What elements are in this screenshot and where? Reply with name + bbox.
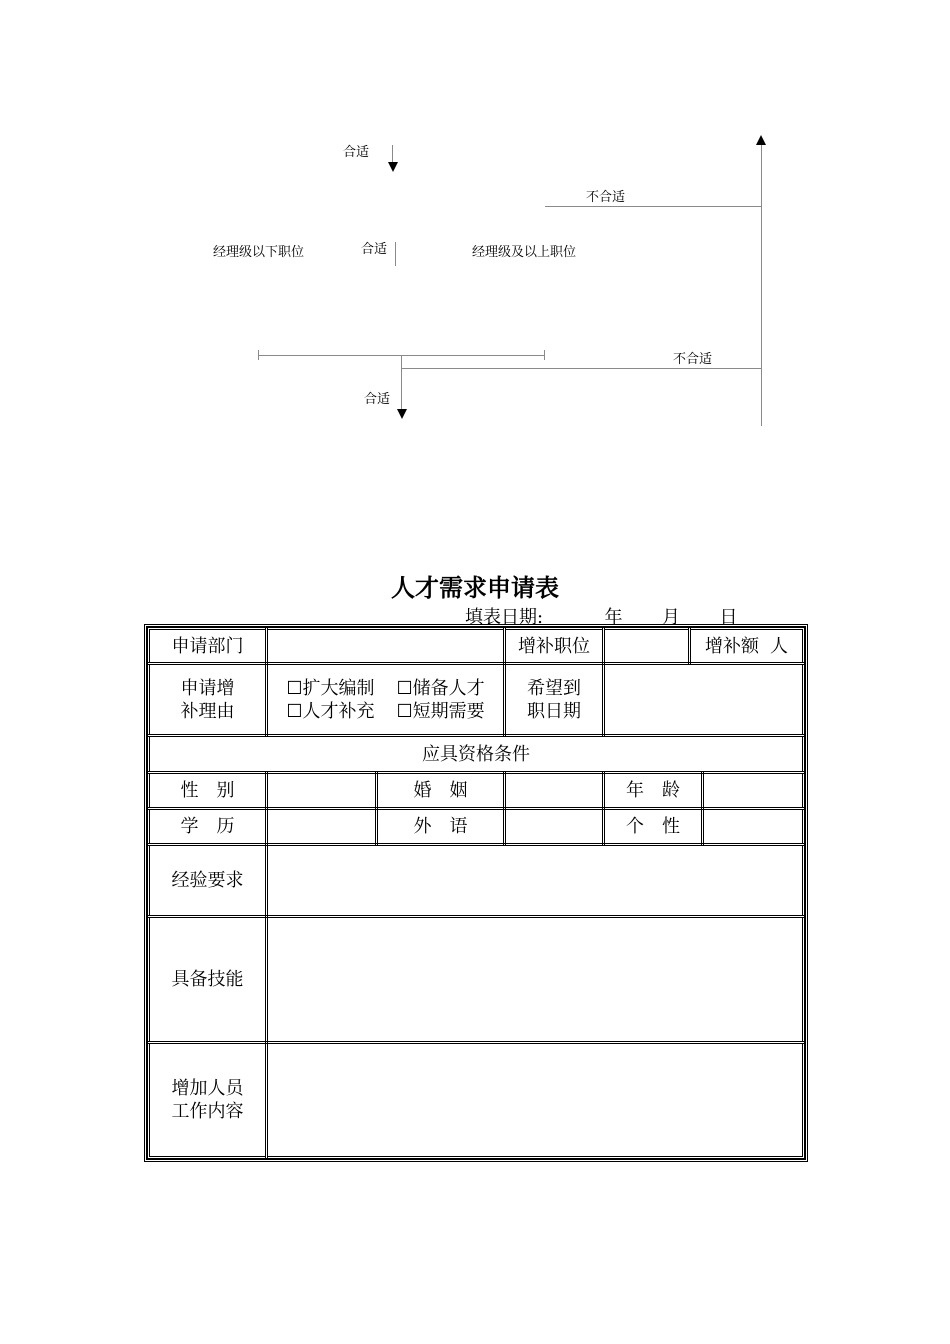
requisition-form (144, 624, 808, 1162)
arrow-down-icon (397, 409, 407, 419)
connector-line (761, 144, 762, 426)
skills-field[interactable] (265, 915, 805, 1044)
flow-label-below-manager: 经理级以下职位 (213, 245, 305, 260)
connector-line (401, 368, 761, 369)
qualifications-header: 应具资格条件 (147, 734, 805, 774)
education-field[interactable] (265, 807, 378, 846)
connector-line (545, 206, 761, 207)
marriage-field[interactable] (503, 771, 605, 810)
job-content-label: 增加人员 工作内容 (147, 1041, 268, 1159)
position-field[interactable] (602, 627, 691, 665)
connector-line (395, 242, 396, 266)
education-label: 学 历 (147, 807, 268, 846)
flow-label-unsuitable-lower: 不合适 (673, 352, 713, 367)
checkbox-short-term[interactable]: ☐短期需要 (396, 700, 485, 722)
experience-label: 经验要求 (147, 843, 268, 918)
dept-field[interactable] (265, 627, 506, 665)
date-day-label: 日 (719, 607, 738, 628)
flow-label-suitable-mid: 合适 (361, 242, 388, 257)
expected-date-field[interactable] (602, 662, 805, 737)
quota-label: 增补额 (705, 635, 759, 657)
reason-options (265, 662, 506, 737)
checkbox-talent-supplement[interactable]: ☐人才补充 (286, 700, 375, 722)
age-field[interactable] (701, 771, 805, 810)
checkbox-expand-staff[interactable]: ☐扩大编制 (286, 677, 375, 699)
expected-date-label: 希望到 职日期 (503, 662, 605, 737)
reason-label: 申请增 补理由 (147, 662, 268, 737)
dept-label: 申请部门 (147, 627, 268, 665)
experience-field[interactable] (265, 843, 805, 918)
connector-line (392, 145, 393, 163)
language-label: 外 语 (375, 807, 506, 846)
connector-tick (544, 350, 545, 360)
gender-label: 性 别 (147, 771, 268, 810)
connector-line (401, 356, 402, 410)
language-field[interactable] (503, 807, 605, 846)
personality-label: 个 性 (602, 807, 704, 846)
personality-field[interactable] (701, 807, 805, 846)
checkbox-talent-reserve[interactable]: ☐储备人才 (396, 677, 485, 699)
flow-label-suitable-top: 合适 (343, 145, 370, 160)
position-label: 增补职位 (503, 627, 605, 665)
marriage-label: 婚 姻 (375, 771, 506, 810)
date-month-label: 月 (662, 607, 681, 628)
connector-tick (258, 350, 259, 360)
gender-field[interactable] (265, 771, 378, 810)
flow-label-suitable-bottom: 合适 (364, 392, 391, 407)
arrow-down-icon (388, 162, 398, 172)
quota-unit: 人 (770, 635, 788, 657)
skills-label: 具备技能 (147, 915, 268, 1044)
flow-label-unsuitable-upper: 不合适 (586, 190, 626, 205)
quota-field[interactable] (688, 627, 805, 665)
flow-label-manager-above: 经理级及以上职位 (472, 245, 577, 260)
job-content-field[interactable] (265, 1041, 805, 1159)
arrow-up-icon (756, 135, 766, 145)
date-label: 填表日期: (465, 607, 544, 628)
age-label: 年 龄 (602, 771, 704, 810)
date-year-label: 年 (604, 607, 623, 628)
page-title: 人才需求申请表 (391, 573, 559, 602)
